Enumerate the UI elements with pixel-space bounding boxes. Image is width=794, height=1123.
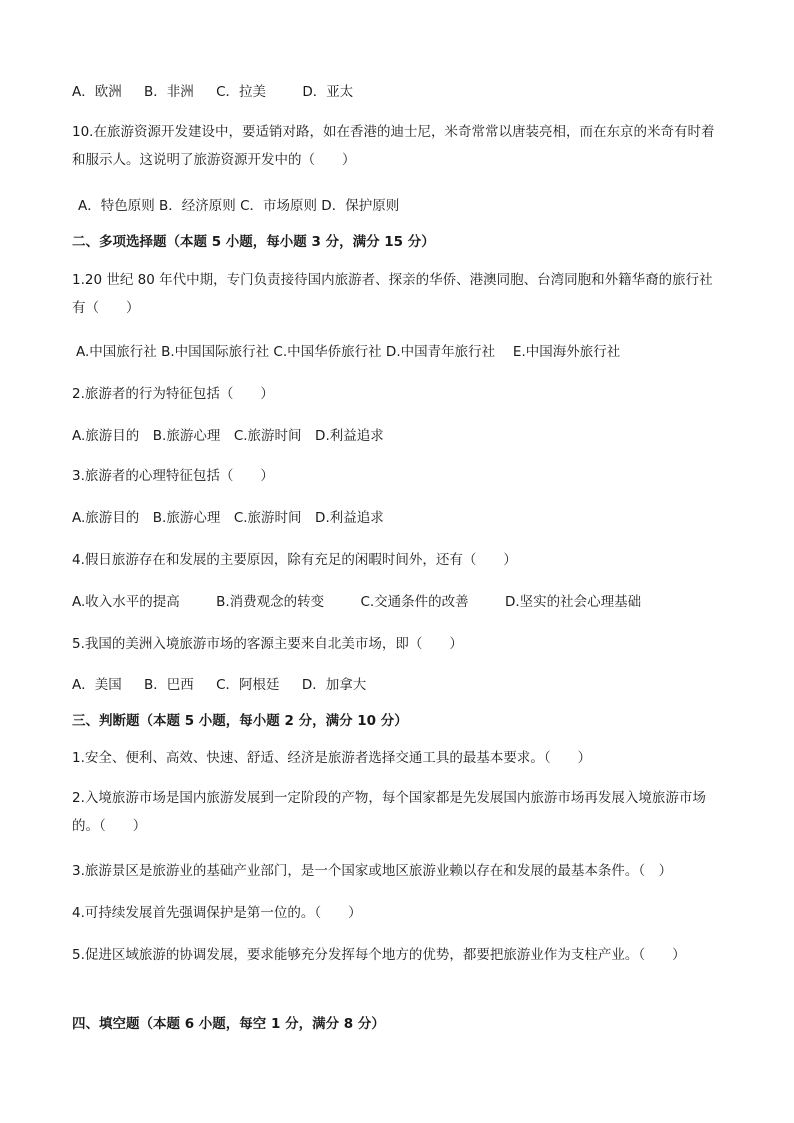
s2-q3-text: 3.旅游者的心理特征包括（ ）	[72, 468, 274, 484]
s3-q3-text: 3.旅游景区是旅游业的基础产业部门，是一个国家或地区旅游业赖以存在和发展的最基本条件。（ ）	[72, 863, 673, 879]
s2-q4-option-b: B.消费观念的转变	[216, 594, 325, 610]
section2-heading: 二、多项选择题（本题 5 小题，每小题 3 分，满分 15 分）	[72, 234, 435, 250]
s2-q2-options: A.旅游目的 B.旅游心理 C.旅游时间 D.利益追求	[72, 428, 384, 444]
q9-option-d: D．亚太	[302, 84, 354, 100]
s2-q5-option-c: C．阿根廷	[216, 677, 280, 693]
q10-options: A．特色原则 B．经济原则 C．市场原则 D．保护原则	[78, 198, 400, 214]
s2-q3-options: A.旅游目的 B.旅游心理 C.旅游时间 D.利益追求	[72, 510, 384, 526]
s2-q4-option-d: D.坚实的社会心理基础	[504, 594, 642, 610]
s2-q5-text: 5.我国的美洲入境旅游市场的客源主要来自北美市场，即（ ）	[72, 636, 463, 652]
section3-heading: 三、判断题（本题 5 小题，每小题 2 分，满分 10 分）	[72, 713, 408, 729]
s2-q5-option-d: D．加拿大	[301, 677, 367, 693]
s2-q4-option-c: C.交通条件的改善	[360, 594, 469, 610]
s3-q1-text: 1.安全、便利、高效、快速、舒适、经济是旅游者选择交通工具的最基本要求。（ ）	[72, 750, 592, 766]
s3-q5-text: 5.促进区域旅游的协调发展，要求能够充分发挥每个地方的优势，都要把旅游业作为支柱产业。（ ）	[72, 947, 686, 963]
s2-q4-text: 4.假日旅游存在和发展的主要原因，除有充足的闲暇时间外，还有（ ）	[72, 552, 517, 568]
section4-heading: 四、填空题（本题 6 小题，每空 1 分，满分 8 分）	[72, 1016, 385, 1032]
q9-option-a: A．欧洲	[72, 84, 122, 100]
s2-q5-option-a: A．美国	[72, 677, 122, 693]
s2-q4-options	[72, 592, 732, 612]
q9-option-b: B．非洲	[144, 84, 194, 100]
s2-q5-options	[72, 675, 732, 695]
s2-q5-option-b: B．巴西	[144, 677, 194, 693]
s3-q4-text: 4.可持续发展首先强调保护是第一位的。（ ）	[72, 905, 362, 921]
s3-q2-text: 2.入境旅游市场是国内旅游发展到一定阶段的产物，每个国家都是先发展国内旅游市场再发展入境旅游市场的。（ ）	[72, 790, 706, 834]
q9-option-c: C．拉美	[216, 84, 267, 100]
s2-q1-options: A.中国旅行社 B.中国国际旅行社 C.中国华侨旅行社 D.中国青年旅行社 E.中国海外旅行社	[76, 344, 621, 360]
s2-q1-text: 1.20 世纪 80 年代中期，专门负责接待国内旅游者、探亲的华侨、港澳同胞、台湾同胞和外籍华裔的旅行社有（ ）	[72, 272, 713, 316]
q9-options	[72, 82, 732, 102]
s2-q2-text: 2.旅游者的行为特征包括（ ）	[72, 386, 274, 402]
q10-text: 10.在旅游资源开发建设中，要适销对路，如在香港的迪士尼，米奇常常以唐装亮相，而在东京的米奇有时着和服示人。这说明了旅游资源开发中的（ ）	[72, 124, 715, 168]
s2-q4-option-a: A.收入水平的提高	[72, 594, 180, 610]
